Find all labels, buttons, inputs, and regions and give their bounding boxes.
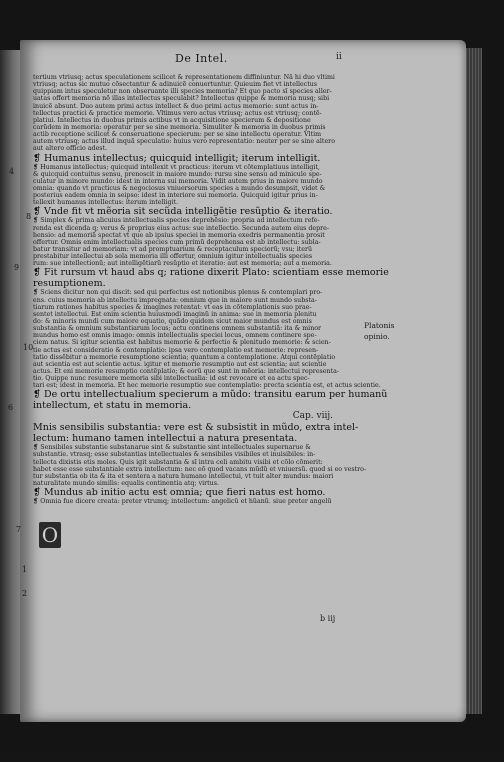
text-line: aut scientia est aut scientie actus. igitur et memorie resumptio aut est scientia; aut scientie bbox=[33, 360, 327, 368]
text-line: sentet intellectui. Est enim scientia huiusmodi imaginũ in anima: sue in memoria plenitu bbox=[33, 310, 317, 318]
text-line: naturalitate mundo similis: equalis continentia atq; virtus. bbox=[33, 480, 219, 488]
side-note: opinio. bbox=[364, 332, 390, 341]
text-line: prestabitur intellectui ab sola memoria illi offertur, omnium igitur intellectualis species bbox=[33, 253, 313, 261]
margin-number: 4 bbox=[9, 167, 15, 176]
text-line: batur transitur ad memoriam: vt ad promptuarium & receptaculum specierũ; vsu; iterũ bbox=[33, 245, 313, 253]
text-line: inuicẽ absunt. Duo autem primi actus intellect & duo primi actus memorie: sunt actus in- bbox=[33, 102, 319, 110]
text-line: tie actus est consideratio & contemplatio: ipsa vero contemplatio est memorie: represen- bbox=[33, 346, 319, 354]
heading-line: ❡ De ortu intellectualium specierum a mũdo: transitu earum per humanũ bbox=[33, 389, 388, 401]
left-page-edge bbox=[0, 50, 22, 714]
heading-line: ❡ Humanus intellectus; quicquid intelligit; iterum intelligit. bbox=[33, 152, 321, 164]
text-line: platiui. Intellectus in duobus primis actibus vt in acquisitione specierum & depositione bbox=[33, 116, 311, 124]
margin-number: 10 bbox=[23, 343, 34, 352]
text-line: omnia: quando vt practicus & negociosus vniuersorum species a mundo desumpsit, videt & bbox=[33, 184, 326, 192]
heading-line: lectum: humano tamen intellectui a natura presentata. bbox=[33, 433, 298, 445]
heading-line: ❡ Vnde fit vt mẽoria sit secũda intelligẽtie resũptio & iteratio. bbox=[33, 206, 333, 218]
chapter-label: Cap. viij. bbox=[292, 411, 333, 422]
text-line: habet esse esse substantiale extra intellectum: nec eõ quod vacans mũdũ et vniuersũ. quod si eo vestro- bbox=[33, 465, 367, 473]
margin-number: 9 bbox=[14, 263, 20, 272]
text-line: culatur in minore mundo: idest in interna sui memoria. Vidit autem prius in maiore mundo bbox=[33, 177, 323, 185]
text-line: ciem natus. Si igitur scientia est habitus memorie & perfectio & plenitudo memorie: & scien- bbox=[33, 339, 331, 347]
text-line: renda est dicenda q; verus & proprius eius actus: sue intellectio. Secunda autem eius depre- bbox=[33, 224, 330, 232]
signature-mark: b iij bbox=[320, 614, 336, 623]
text-line: quippiam intus speculetur non obseruante illi species memoria? Et quo pacto sĩ species aller- bbox=[33, 88, 332, 96]
text-line: carũdem in memoria: operatur per se sine memoria. Simuliter & memoria in duobus primis bbox=[33, 123, 326, 131]
text-line: tellectus practici & practice memorie. Vltimus vero actus vtriusq; actus est vtriusq; contẽ- bbox=[33, 109, 322, 117]
text-line: rum: sue intellectionũ; aut intelligẽtiarũ resũptio et iteratio: aut est memoria; aut a memoria. bbox=[33, 260, 332, 268]
side-note: Platonis bbox=[364, 321, 395, 330]
text-line: ❡ Simplex & prima alicuius intellectualis species deprehẽsio: propria ad intellectum refe- bbox=[33, 217, 320, 225]
text-line: posterius eadem omnia in seipso: idest in interiore sui memoria. Quicquid igitur prius in- bbox=[33, 192, 318, 200]
heading-line: intellectum, et statu in memoria. bbox=[33, 400, 192, 412]
heading-line: ❡ Fit rursum vt haud abs q; ratione dixerit Plato: scientiam esse memorie bbox=[33, 267, 389, 279]
heading-line: ❡ Mundus ab initio actu est omnia; que fieri natus est homo. bbox=[33, 487, 326, 499]
margin-number: 8 bbox=[26, 212, 32, 221]
text-line: actib receptione scilicet & conseruatione specierum: per se sine intellectu operatur. Vltim bbox=[33, 131, 322, 139]
text-line: hensio: ad memoriã spectat vt que ab ipsius speciei in memoria exedris permanentia prosit bbox=[33, 231, 325, 239]
text-line: ❡ Sensibiles substantie substanarue sint & substantie sint intellectuales supernarue & bbox=[33, 444, 311, 452]
text-line: ens. cuius memoria ab intellectu impregnata: omnium que in maiore sunt mundo substa- bbox=[33, 296, 317, 304]
text-line: tellexit humanus intellectus: iterum intelligit. bbox=[33, 199, 179, 207]
text-line: actus. Et eni memorie resumptio contẽplatio; & eorũ que sunt in mẽoria: intellectui representa- bbox=[33, 367, 339, 375]
text-line: autem vtriusq; actus illud inquã speculatio: huius vero representatio: neuter per se sine altero bbox=[33, 138, 335, 146]
text-line: tellecta dixistis etis moles. Quis igit substantia & sĩ intra celi ambitu visibi et cõlo cõmerit: bbox=[33, 458, 323, 466]
text-line: substantia & omnium substantiarum locus; actu continens omnem substantiã: ita & minor bbox=[33, 325, 322, 333]
text-line: uatas offert memoria nõ illas intellectus speculabit? Intellectus quippe & memoria nusq; sibi bbox=[33, 95, 330, 103]
text-line: aut altero officio adest. bbox=[33, 145, 108, 153]
text-line: offertur. Omnis enim intellectualis species cum primũ deprehensa est ab intellectu: subla- bbox=[33, 238, 321, 246]
text-line: do: & minoris mundi cum maiore equatio, quãdo quidem sicut maior mundus est omnis bbox=[33, 317, 312, 325]
folio-number: ii bbox=[336, 52, 342, 62]
text-line: mundus homo est omnis imago: omnis intellectualis speciei locus, omnem continere spe- bbox=[33, 332, 317, 340]
text-line: ❡ Sciens dicitur non qui discit: sed qui perfectus est notionibus plenus & contemplari pro- bbox=[33, 289, 323, 297]
heading-line: Mnis sensibilis substantia: vere est & subsistit in mũdo, extra intel- bbox=[33, 422, 359, 434]
text-line: tatio dissẽbitur a memorie resumptione scientia; quantum a contemplatione. Atqui contẽplatio bbox=[33, 353, 336, 361]
margin-number: 1 bbox=[22, 565, 28, 574]
running-title: De Intel. bbox=[175, 52, 228, 65]
text-line: tertium vtriusq; actus speculationem scilicet & representationem diffiniuntur. Nã hi duo vltimi bbox=[33, 74, 335, 81]
heading-line: resumptionem. bbox=[33, 278, 106, 290]
text-line: ❡ Humanus intellectus; quicquid intellexit vt practicus: iterum vt cõtemplatiuus intelligit, bbox=[33, 163, 320, 171]
text-line: tio. Quippe nunc resumere memoria sibi intellectualia: id est revocare et ea actu spec- bbox=[33, 375, 310, 383]
text-line: vtriusq; actus sic mutuo cõsectantur & adinuicẽ conuertuntur. Quieuim fiet vt intellectus bbox=[33, 81, 318, 89]
text-line: tiarum rationes habitus species & imagines retentat: vt eas in cõtemplationis suo prae- bbox=[33, 303, 312, 311]
decorated-initial: O bbox=[39, 522, 61, 548]
text-line: & quicquid contuitus sensu, prenoscit in maiore mundo: rursu sine sensu ad minicule spe- bbox=[33, 170, 322, 178]
text-line: tur substantia ob ita & ita et sentera a natura humano intellectui, vt tuit alter mundus: maiori bbox=[33, 472, 334, 480]
page-bottom-margin bbox=[40, 680, 486, 762]
margin-number: 6 bbox=[8, 403, 14, 412]
page-stack-edge bbox=[464, 48, 482, 714]
text-line: tari est; idest in memoria. Et hec memorie resumptio sue contemplatio: precta scientia est, et actus scientie. bbox=[33, 382, 381, 390]
margin-number: 7 bbox=[16, 525, 22, 534]
margin-number: 2 bbox=[22, 589, 28, 598]
text-line: substantie. vtrasq; esse substantias intellectuales & sensibiles visibiles et inuisibiles: in- bbox=[33, 451, 316, 459]
text-line: ❡ Omnia fue dicere creata: preter vtrumq; intellectum: angelicũ et hũanũ. siue preter angelũ bbox=[33, 498, 332, 506]
